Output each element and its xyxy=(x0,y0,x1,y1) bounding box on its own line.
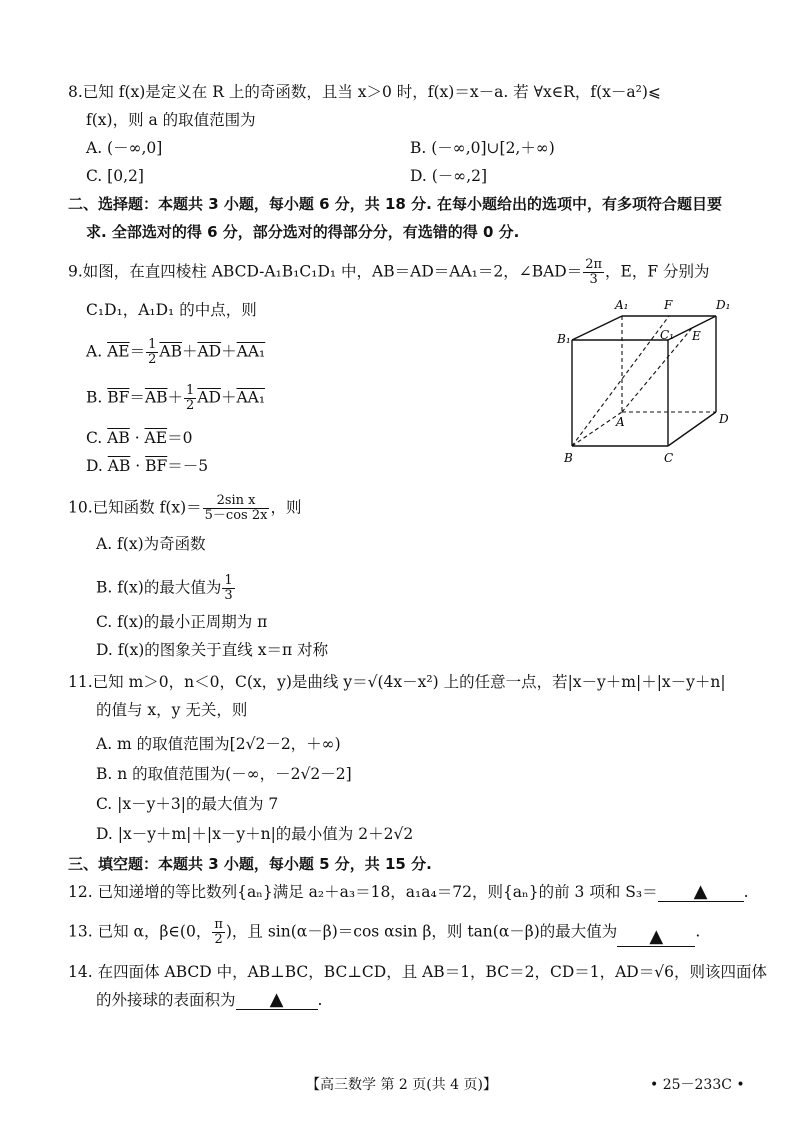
section2-heading-line2: 求. 全部选对的得 6 分，部分选对的得部分分，有选错的得 0 分. xyxy=(86,223,520,241)
q13-period: . xyxy=(695,922,701,941)
q12-answer-blank xyxy=(658,883,744,902)
q9-option-b-eq: ＝ xyxy=(129,388,145,407)
vector-bf: $\overline{BF}$ xyxy=(107,388,130,407)
vector-ad: $\overline{AD}$ xyxy=(197,388,221,407)
q10-stem-part2: ，则 xyxy=(270,498,302,517)
q9-stem-part2: ，E，F 分别为 xyxy=(605,262,710,281)
edge-ba-hidden xyxy=(572,412,622,446)
q13-stem-part2: )，且 sin(α－β)＝cos αsin β，则 tan(α－β)的最大值为 xyxy=(225,922,618,941)
vector-aa1: AA₁ xyxy=(236,388,266,407)
q9-option-a-eq: ＝ xyxy=(129,342,146,361)
q14-stem-text: 的外接球的表面积为 xyxy=(96,991,236,1009)
q11-option-a: A. m 的取值范围为[2√2－2，＋∞) xyxy=(96,735,341,753)
q9-angle-den: 3 xyxy=(589,272,598,287)
q9-option-b-label: B. xyxy=(86,388,103,407)
q11-stem-line1: 11.已知 m＞0，n＜0，C(x，y)是曲线 y＝√(4x－x²) 上的任意一点，若|x－y＋m|＋|x－y＋n| xyxy=(68,673,726,691)
q9-option-a-plus1: ＋ xyxy=(181,342,198,361)
q9-option-a-num: 1 xyxy=(148,337,157,352)
q10-option-b-den: 3 xyxy=(224,588,233,603)
q9-angle-num: 2π xyxy=(585,257,603,272)
q14-stem-line2 xyxy=(96,990,322,1010)
edge-cd xyxy=(668,412,716,446)
q9-option-d-dot: · xyxy=(130,457,146,475)
q10-fraction xyxy=(203,494,270,523)
q10-option-b xyxy=(96,574,236,603)
vector-ae: $\overline{AE}$ xyxy=(107,342,130,361)
edge-b1a1 xyxy=(572,316,622,340)
label-f: F xyxy=(664,298,673,312)
triangle-icon: ▲ xyxy=(693,881,708,902)
q10-fraction-num: 2sin x xyxy=(203,494,270,509)
q9-option-d-label: D. xyxy=(86,457,103,475)
q8-stem-line1: 8.已知 f(x)是定义在 R 上的奇函数，且当 x＞0 时，f(x)＝x－a. 若 ∀x∈R，f(x－a²)⩽ xyxy=(68,83,661,101)
vector-bf: $\overline{BF}$ xyxy=(145,457,168,475)
q12-stem-text: 12. 已知递增的等比数列{aₙ}满足 a₂＋a₃＝18，a₁a₄＝72，则{aₙ}的前 3 项和 S₃＝ xyxy=(68,883,658,901)
section2-heading-line1: 二、选择题：本题共 3 小题，每小题 6 分，共 18 分. 在每小题给出的选项中，有多项符合题目要 xyxy=(68,195,723,213)
q8-stem-line2: f(x)，则 a 的取值范围为 xyxy=(86,111,256,129)
q10-fraction-den: 5－cos 2x xyxy=(204,508,268,523)
q9-option-a xyxy=(86,338,265,367)
q9-option-b-fraction xyxy=(184,384,196,413)
q13-fraction-den: 2 xyxy=(214,932,223,947)
q12-stem xyxy=(68,882,749,902)
prism-figure xyxy=(556,292,746,472)
q10-stem xyxy=(68,494,301,523)
vector-ab: $\overline{AB}$ xyxy=(107,429,130,447)
q8-option-b: B. (－∞,0]∪[2,＋∞) xyxy=(410,139,555,157)
label-b: B xyxy=(564,451,573,465)
q13-fraction xyxy=(212,918,225,947)
q11-stem-line2: 的值与 x，y 无关，则 xyxy=(96,701,248,719)
q13-stem xyxy=(68,918,700,947)
q13-fraction-num: π xyxy=(214,917,223,932)
vector-ab: $\overline{AB}$ xyxy=(107,457,131,475)
q8-option-d: D. (－∞,2] xyxy=(410,167,488,185)
q10-stem-part1: 10.已知函数 f(x)＝ xyxy=(68,498,202,517)
label-a1: A₁ xyxy=(615,298,629,312)
q9-option-b-den: 2 xyxy=(186,398,195,413)
triangle-icon: ▲ xyxy=(269,989,284,1010)
q9-angle-fraction xyxy=(583,258,604,287)
q9-option-b xyxy=(86,384,265,413)
q10-option-a: A. f(x)为奇函数 xyxy=(96,535,206,553)
q14-stem-line1: 14. 在四面体 ABCD 中，AB⊥BC，BC⊥CD，且 AB＝1，BC＝2，CD＝1，AD＝√6，则该四面体 xyxy=(68,963,767,981)
vector-aa1: AA₁ xyxy=(236,342,266,361)
triangle-icon: ▲ xyxy=(649,926,664,947)
label-b1: B₁ xyxy=(557,332,571,346)
page-footer: 【高三数学 第 2 页(共 4 页)】 xyxy=(306,1077,497,1093)
label-c: C xyxy=(664,451,674,465)
q9-option-a-label: A. xyxy=(86,342,103,361)
label-d1: D₁ xyxy=(716,298,731,312)
q13-stem-part1: 13. 已知 α，β∈(0， xyxy=(68,922,212,941)
q13-answer-blank xyxy=(617,928,695,947)
q9-option-d-rest: ＝－5 xyxy=(167,457,209,475)
label-c1: C₁ xyxy=(660,328,674,342)
label-d: D xyxy=(719,412,729,426)
q9-option-c xyxy=(86,428,192,448)
q11-option-c: C. |x－y＋3|的最大值为 7 xyxy=(96,795,279,813)
q11-option-b: B. n 的取值范围为(－∞，－2√2－2] xyxy=(96,765,352,783)
q9-option-a-den: 2 xyxy=(148,352,157,367)
q10-option-b-text: B. f(x)的最大值为 xyxy=(96,578,222,597)
q8-option-a: A. (－∞,0] xyxy=(86,139,163,157)
q9-option-b-plus2: ＋ xyxy=(220,388,237,407)
q10-option-d: D. f(x)的图象关于直线 x＝π 对称 xyxy=(96,641,329,659)
label-e: E xyxy=(692,329,701,343)
q9-option-b-num: 1 xyxy=(186,383,195,398)
q9-stem-line1 xyxy=(68,258,710,287)
q12-period: . xyxy=(743,883,749,901)
vector-ae: $\overline{AE}$ xyxy=(144,429,168,447)
q10-option-b-num: 1 xyxy=(224,573,233,588)
vector-ad: $\overline{AD}$ xyxy=(197,342,222,361)
q8-option-c: C. [0,2] xyxy=(86,167,144,185)
vector-ab: $\overline{AB}$ xyxy=(144,388,168,407)
q10-option-c: C. f(x)的最小正周期为 π xyxy=(96,613,268,631)
q10-option-b-fraction xyxy=(222,574,234,603)
label-a: A xyxy=(616,415,625,429)
q9-option-a-fraction xyxy=(146,338,158,367)
q9-option-d xyxy=(86,456,208,476)
q9-option-b-plus1: ＋ xyxy=(167,388,184,407)
q9-stem-part1: 9.如图，在直四棱柱 ABCD-A₁B₁C₁D₁ 中，AB＝AD＝AA₁＝2，∠BAD＝ xyxy=(68,262,583,281)
q9-stem-line2: C₁D₁，A₁D₁ 的中点，则 xyxy=(86,301,257,319)
section3-heading: 三、填空题：本题共 3 小题，每小题 5 分，共 15 分. xyxy=(68,855,432,873)
q9-option-c-label: C. xyxy=(86,429,103,447)
vector-ab: $\overline{AB}$ xyxy=(159,342,182,361)
q11-option-d: D. |x－y＋m|＋|x－y＋n|的最小值为 2＋2√2 xyxy=(96,825,414,843)
paper-code: • 25－233C • xyxy=(650,1077,745,1093)
q9-option-c-rest: ＝0 xyxy=(167,429,193,447)
q14-period: . xyxy=(317,991,323,1009)
q9-option-c-dot: · xyxy=(129,429,145,447)
q9-option-a-plus2: ＋ xyxy=(221,342,237,361)
q14-answer-blank xyxy=(236,991,318,1010)
